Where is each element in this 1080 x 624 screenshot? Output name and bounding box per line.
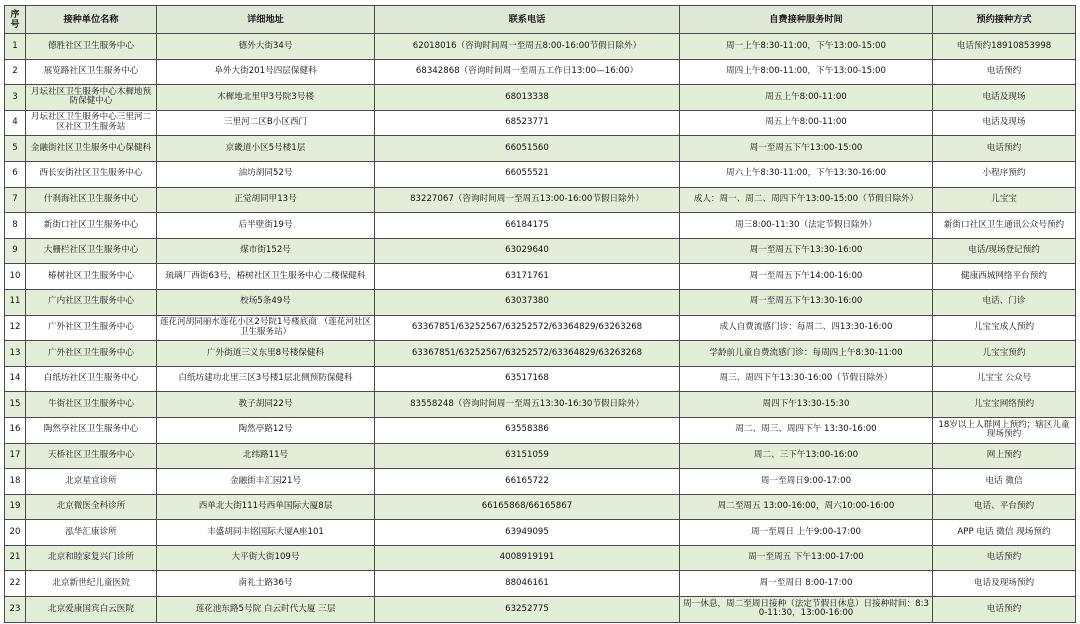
cell-service-time: 学龄前儿童自费流感门诊：每周四上午8:30-11:00 — [680, 341, 933, 367]
cell-no: 22 — [5, 571, 26, 597]
cell-phone: 66055521 — [375, 161, 680, 187]
cell-no: 23 — [5, 597, 26, 623]
cell-booking-method: 儿宝宝成人预约 — [933, 315, 1076, 341]
cell-address: 教子胡同22号 — [157, 392, 375, 418]
cell-service-time: 周一至周五下午13:30-16:00 — [680, 289, 933, 315]
cell-booking-method: 电话 微信 — [933, 469, 1076, 495]
cell-booking-method: 儿宝宝 — [933, 187, 1076, 213]
cell-unit-name: 展览路社区卫生服务中心 — [26, 59, 157, 85]
cell-phone: 66165868/66165867 — [375, 494, 680, 520]
cell-service-time: 周一至周日 8:00-17:00 — [680, 571, 933, 597]
header-method: 预约接种方式 — [933, 6, 1076, 34]
table-row — [5, 110, 1076, 136]
cell-phone: 63367851/63252567/63252572/63364829/63263268 — [375, 341, 680, 367]
cell-address: 木樨地北里甲3号院3号楼 — [157, 85, 375, 111]
cell-booking-method: APP 电话 微信 现场预约 — [933, 520, 1076, 546]
cell-no: 21 — [5, 545, 26, 571]
cell-booking-method: 电话及现场预约 — [933, 571, 1076, 597]
cell-service-time: 周一上午8:30-11:00，下午13:00-15:00 — [680, 34, 933, 60]
vaccination-sites-table-container — [4, 5, 1076, 623]
header-phone: 联系电话 — [375, 6, 680, 34]
cell-no: 15 — [5, 392, 26, 418]
cell-no: 17 — [5, 443, 26, 469]
table-row — [5, 289, 1076, 315]
cell-service-time: 周一至周日 上午9:00-17:00 — [680, 520, 933, 546]
cell-phone: 68523771 — [375, 110, 680, 136]
cell-no: 9 — [5, 238, 26, 264]
cell-unit-name: 西长安街社区卫生服务中心 — [26, 161, 157, 187]
cell-service-time: 成人自费流感门诊：每周二、四13:30-16:00 — [680, 315, 933, 341]
cell-no: 14 — [5, 366, 26, 392]
cell-no: 13 — [5, 341, 26, 367]
cell-unit-name: 金融街社区卫生服务中心保健科 — [26, 136, 157, 162]
header-no: 序号 — [5, 6, 26, 34]
cell-phone: 63558386 — [375, 417, 680, 443]
cell-no: 10 — [5, 264, 26, 290]
cell-unit-name: 牛街社区卫生服务中心 — [26, 392, 157, 418]
cell-service-time: 周五上午8:00-11:00 — [680, 110, 933, 136]
cell-unit-name: 什刹海社区卫生服务中心 — [26, 187, 157, 213]
table-row — [5, 494, 1076, 520]
cell-address: 油坊胡同52号 — [157, 161, 375, 187]
cell-phone: 63029640 — [375, 238, 680, 264]
cell-no: 18 — [5, 469, 26, 495]
header-name: 接种单位名称 — [26, 6, 157, 34]
cell-address: 莲花池东路5号院 白云时代大厦 三层 — [157, 597, 375, 623]
cell-service-time: 周一至周五下午13:30-16:00 — [680, 238, 933, 264]
cell-no: 4 — [5, 110, 26, 136]
cell-service-time: 周二、三下午13:00-16:00 — [680, 443, 933, 469]
cell-phone: 63037380 — [375, 289, 680, 315]
table-row — [5, 392, 1076, 418]
cell-phone: 83227067（咨询时间周一至周五13:00-16:00节假日除外） — [375, 187, 680, 213]
cell-service-time: 周一至周五 下午13:00-17:00 — [680, 545, 933, 571]
table-row — [5, 469, 1076, 495]
header-time: 自费接种服务时间 — [680, 6, 933, 34]
cell-phone: 88046161 — [375, 571, 680, 597]
table-row — [5, 315, 1076, 341]
cell-service-time: 周二至周五 13:00-16:00，周六10:00-16:00 — [680, 494, 933, 520]
table-row — [5, 34, 1076, 60]
cell-booking-method: 电话预约 — [933, 545, 1076, 571]
cell-booking-method: 电话预约 — [933, 597, 1076, 623]
table-row — [5, 597, 1076, 623]
cell-no: 19 — [5, 494, 26, 520]
cell-phone: 83558248（咨询时间周一至周五13:30-16:30节假日除外） — [375, 392, 680, 418]
cell-booking-method: 电话及现场 — [933, 110, 1076, 136]
cell-no: 5 — [5, 136, 26, 162]
cell-booking-method: 电话预约 — [933, 59, 1076, 85]
cell-phone: 63949095 — [375, 520, 680, 546]
cell-unit-name: 月坛社区卫生服务中心三里河二区社区卫生服务站 — [26, 110, 157, 136]
cell-unit-name: 北京和睦家复兴门诊所 — [26, 545, 157, 571]
cell-booking-method: 电话及现场 — [933, 85, 1076, 111]
cell-address: 南礼士路36号 — [157, 571, 375, 597]
cell-service-time: 周一休息，周二至周日接种（法定节假日休息）日接种时间：8:30-11:30，13:00-16:00 — [680, 597, 933, 623]
cell-no: 11 — [5, 289, 26, 315]
header-row — [5, 6, 1076, 34]
cell-unit-name: 广外社区卫生服务中心 — [26, 315, 157, 341]
cell-phone: 63171761 — [375, 264, 680, 290]
table-row — [5, 571, 1076, 597]
cell-no: 20 — [5, 520, 26, 546]
cell-phone: 63517168 — [375, 366, 680, 392]
table-row — [5, 443, 1076, 469]
cell-address: 广外街道三义东里8号楼保健科 — [157, 341, 375, 367]
cell-address: 陶然亭路12号 — [157, 417, 375, 443]
cell-address: 金融街丰汇园21号 — [157, 469, 375, 495]
cell-booking-method: 新街口社区卫生通讯公众号预约 — [933, 213, 1076, 239]
table-body — [5, 34, 1076, 623]
cell-booking-method: 儿宝宝网络预约 — [933, 392, 1076, 418]
cell-address: 丰盛胡同丰铭国际大厦A座101 — [157, 520, 375, 546]
cell-unit-name: 德胜社区卫生服务中心 — [26, 34, 157, 60]
cell-no: 8 — [5, 213, 26, 239]
cell-unit-name: 椿树社区卫生服务中心 — [26, 264, 157, 290]
vaccination-sites-table — [4, 5, 1076, 623]
cell-unit-name: 北京爱康国宾白云医院 — [26, 597, 157, 623]
table-row — [5, 187, 1076, 213]
cell-unit-name: 广外社区卫生服务中心 — [26, 341, 157, 367]
cell-unit-name: 北京星宜诊所 — [26, 469, 157, 495]
cell-booking-method: 儿宝宝 公众号 — [933, 366, 1076, 392]
cell-no: 1 — [5, 34, 26, 60]
cell-unit-name: 月坛社区卫生服务中心木樨地预防保健中心 — [26, 85, 157, 111]
cell-no: 12 — [5, 315, 26, 341]
cell-unit-name: 泓华汇康诊所 — [26, 520, 157, 546]
cell-unit-name: 天桥社区卫生服务中心 — [26, 443, 157, 469]
cell-address: 德外大街34号 — [157, 34, 375, 60]
cell-address: 西单北大街111号西单国际大厦8层 — [157, 494, 375, 520]
cell-booking-method: 18岁以上人群网上预约；辖区儿童现场预约 — [933, 417, 1076, 443]
cell-service-time: 成人：周一、周二、周四下午13:00-15:00（节假日除外） — [680, 187, 933, 213]
cell-no: 16 — [5, 417, 26, 443]
table-row — [5, 59, 1076, 85]
cell-address: 莲花河胡同丽水莲花小区2号院1号楼底商 （莲花河社区卫生服务站） — [157, 315, 375, 341]
cell-phone: 66165722 — [375, 469, 680, 495]
cell-address: 北纬路11号 — [157, 443, 375, 469]
cell-phone: 4008919191 — [375, 545, 680, 571]
cell-address: 大平街大街109号 — [157, 545, 375, 571]
cell-service-time: 周六上午8:30-11:00，下午13:30-16:00 — [680, 161, 933, 187]
cell-service-time: 周五上午8:00-11:00 — [680, 85, 933, 111]
cell-service-time: 周一至周日9:00-17:00 — [680, 469, 933, 495]
cell-unit-name: 北京新世纪儿童医院 — [26, 571, 157, 597]
table-row — [5, 238, 1076, 264]
cell-phone: 63151059 — [375, 443, 680, 469]
cell-booking-method: 儿宝宝预约 — [933, 341, 1076, 367]
cell-phone: 63252775 — [375, 597, 680, 623]
cell-no: 6 — [5, 161, 26, 187]
cell-no: 7 — [5, 187, 26, 213]
cell-service-time: 周四下午13:30-15:30 — [680, 392, 933, 418]
cell-no: 2 — [5, 59, 26, 85]
table-row — [5, 417, 1076, 443]
table-row — [5, 366, 1076, 392]
table-row — [5, 213, 1076, 239]
cell-unit-name: 陶然亭社区卫生服务中心 — [26, 417, 157, 443]
table-row — [5, 341, 1076, 367]
cell-unit-name: 广内社区卫生服务中心 — [26, 289, 157, 315]
header-address: 详细地址 — [157, 6, 375, 34]
cell-booking-method: 电话预约 — [933, 136, 1076, 162]
cell-phone: 66184175 — [375, 213, 680, 239]
cell-unit-name: 新街口社区卫生服务中心 — [26, 213, 157, 239]
cell-booking-method: 小程序预约 — [933, 161, 1076, 187]
cell-booking-method: 电话/现场登记预约 — [933, 238, 1076, 264]
cell-address: 煤市街152号 — [157, 238, 375, 264]
cell-booking-method: 电话、平台预约 — [933, 494, 1076, 520]
cell-booking-method: 健康西城网络平台预约 — [933, 264, 1076, 290]
table-row — [5, 136, 1076, 162]
table-row — [5, 264, 1076, 290]
cell-phone: 68013338 — [375, 85, 680, 111]
cell-unit-name: 大栅栏社区卫生服务中心 — [26, 238, 157, 264]
cell-phone: 66051560 — [375, 136, 680, 162]
cell-service-time: 周三、周四下午13:30-16:00（节假日除外） — [680, 366, 933, 392]
cell-service-time: 周四上午8:00-11:00，下午13:00-15:00 — [680, 59, 933, 85]
cell-service-time: 周一至周五下午13:00-15:00 — [680, 136, 933, 162]
cell-booking-method: 电话、门诊 — [933, 289, 1076, 315]
cell-service-time: 周二、周三、周四下午 13:30-16:00 — [680, 417, 933, 443]
cell-address: 京畿道小区5号楼1层 — [157, 136, 375, 162]
table-row — [5, 545, 1076, 571]
cell-service-time: 周三8:00-11:30（法定节假日除外） — [680, 213, 933, 239]
cell-phone: 63367851/63252567/63252572/63364829/63263268 — [375, 315, 680, 341]
cell-address: 校场5条49号 — [157, 289, 375, 315]
cell-address: 正觉胡同甲13号 — [157, 187, 375, 213]
cell-address: 三里河二区B小区西门 — [157, 110, 375, 136]
cell-booking-method: 电话预约18910853998 — [933, 34, 1076, 60]
cell-service-time: 周一至周五下午14:00-16:00 — [680, 264, 933, 290]
cell-unit-name: 北京微医全科诊所 — [26, 494, 157, 520]
cell-address: 白纸坊建功北里三区3号楼1层北侧预防保健科 — [157, 366, 375, 392]
cell-address: 后半壁街19号 — [157, 213, 375, 239]
table-row — [5, 520, 1076, 546]
cell-unit-name: 白纸坊社区卫生服务中心 — [26, 366, 157, 392]
cell-address: 琉璃厂西街63号，椿树社区卫生服务中心二楼保健科 — [157, 264, 375, 290]
cell-booking-method: 网上预约 — [933, 443, 1076, 469]
table-row — [5, 161, 1076, 187]
cell-phone: 62018016（咨询时间周一至周五8:00-16:00节假日除外） — [375, 34, 680, 60]
cell-address: 阜外大街201号四层保健科 — [157, 59, 375, 85]
cell-phone: 68342868（咨询时间周一至周五工作日13:00—16:00） — [375, 59, 680, 85]
cell-no: 3 — [5, 85, 26, 111]
table-row — [5, 85, 1076, 111]
